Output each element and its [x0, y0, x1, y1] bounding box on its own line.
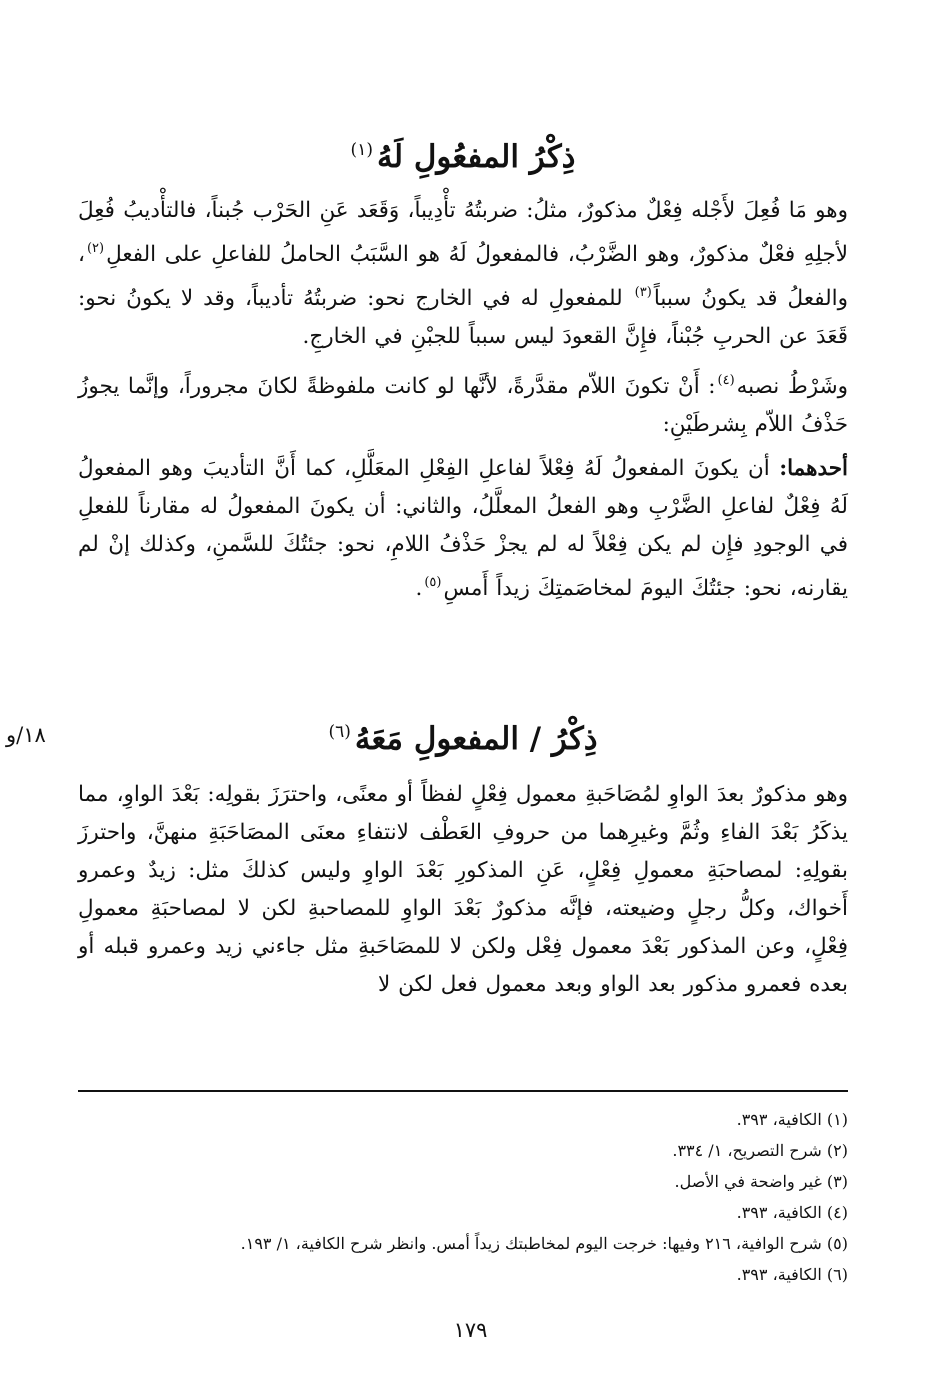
paragraph-text: وهو مذكورٌ بعدَ الواوِ لمُصَاحَبةِ معمول فِعْلٍ لفظاً أو معنًى، واحترَزَ بقولِه: بَعْدَ الواوِ، مما يذكَرُ بَعْدَ الفاءِ وثُمَّ وغيرِهما من حروفِ العَطْف لانتفاءِ معنَى المصَاحَبَةِ منهنَّ، واحترزَ بقولِهِ: لمصاحبَةِ معمولِ فِعْلٍ، عَنِ المذكورِ بَعْدَ الواوِ وليس كذلكَ مثل: زيدٌ وعمرو أَخواك، وكلُّ رجلٍ وضيعته، فإنَّه مذكورٌ بَعْدَ الواوِ للمصاحبةِ لكن لا لمصاحبَةِ معمولِ فِعْلٍ، وعن المذكور بَعْدَ معمول فِعْل ولكن لا للمصَاحَبةِ مثل جاءني زيد وعمرو قبله أو بعده فعمرو مذكور بعد الواو وبعد معمول فعل لكن لا	[78, 782, 848, 997]
section-heading-text: ذِكْرُ / المفعولِ مَعَهُ	[354, 721, 598, 757]
paragraph-text: .	[415, 576, 423, 601]
paragraph	[78, 362, 848, 444]
section-heading-maf-ul-ma-ahu	[78, 710, 848, 761]
footnote-ref: (٣)	[634, 285, 652, 300]
paragraph	[78, 192, 848, 356]
manuscript-folio-note: ١٨/و	[6, 723, 46, 747]
footnote-ref: (٤)	[717, 373, 735, 388]
section-heading-text: ذِكْرُ المفعُولِ لَهُ	[376, 139, 576, 175]
footnote-ref: (٦)	[328, 722, 351, 742]
footnote-divider	[78, 1090, 848, 1092]
paragraph	[78, 450, 848, 608]
footnotes	[78, 1104, 848, 1290]
footnote: (٥) شرح الوافية، ٢١٦ وفيها: خرجت اليوم لمخاطبتك زيداً أمس. وانظر شرح الكافية، ١/ ١٩٣.	[240, 1234, 848, 1253]
paragraph-text: ، والفعلُ قد يكونُ سبباً	[78, 242, 848, 311]
section-body-maf-ul-lahu	[78, 192, 848, 608]
footnote-ref: (٢)	[86, 241, 105, 256]
paragraph	[78, 776, 848, 1004]
section-heading-maf-ul-lahu	[78, 128, 848, 179]
paragraph-text: وهو مَا فُعِلَ لأَجْله فِعْلٌ مذكورٌ، مثلُ: ضربتُهُ تأْدِيباً، وَقَعَد عَنِ الحَرْب جُبناً، فالتأْديبُ فُعِلَ لأجلِهِ فعْلٌ مذكورٌ، وهو الضَّرْبُ، فالمفعولُ لَهُ هو السَّبَبُ الحاملُ للفاعلِ على الفعلِ	[78, 198, 848, 267]
footnote: (٤) الكافية، ٣٩٣.	[736, 1203, 848, 1222]
page-number: ١٧٩	[453, 1318, 488, 1342]
paragraph-text: للمفعولِ له في الخارج نحو: ضربتُهُ تأديباً، وقد لا يكونُ نحو: قَعَدَ عن الحربِ جُبْناً، فإِنَّ القعودَ ليس سبباً للجبْنِ في الخارجِ.	[78, 286, 848, 349]
paragraph-text: : أَنْ تكونَ اللاّم مقدَّرةً، لأنَّها لو كانت ملفوظةً لكانَ مجروراً، وإنَّما يجوزُ حَذْفُ اللاّم بِشرطَيْنِ:	[78, 374, 848, 437]
section-body-maf-ul-ma-ahu	[78, 776, 848, 1004]
paragraph-text: أن يكونَ المفعولُ لَهُ فِعْلاً لفاعلِ الفِعْلِ المعَلَّلِ، كما أَنَّ التأديبَ وهو المفعولُ لَهُ فِعْلٌ لفاعلِ الضَّرْبِ وهو الفعلُ المعلَّلُ، والثاني: أن يكونَ المفعولُ له مقارناً للفعلِ في الوجودِ فإِن لم يكن فِعْلاً له لم يجزْ حَذْفُ اللامِ، نحو: جئتُكَ للسَّمنِ، وكذلك إنْ لم يقارنه، نحو: جئتُكَ اليومَ لمخاصَمتِكَ زيداً أَمسِ	[78, 456, 848, 601]
footnote-ref: (١)	[350, 140, 373, 160]
paragraph-text: وشَرْطُ نصبه	[736, 374, 849, 399]
footnote: (٦) الكافية، ٣٩٣.	[736, 1265, 848, 1284]
paragraph-lead: أحدهما:	[779, 456, 848, 481]
footnote: (٣) غير واضحة في الأصل.	[674, 1172, 848, 1191]
footnote: (١) الكافية، ٣٩٣.	[736, 1110, 848, 1129]
footnote-ref: (٥)	[424, 575, 442, 590]
footnote: (٢) شرح التصريح، ١/ ٣٣٤.	[672, 1141, 848, 1160]
